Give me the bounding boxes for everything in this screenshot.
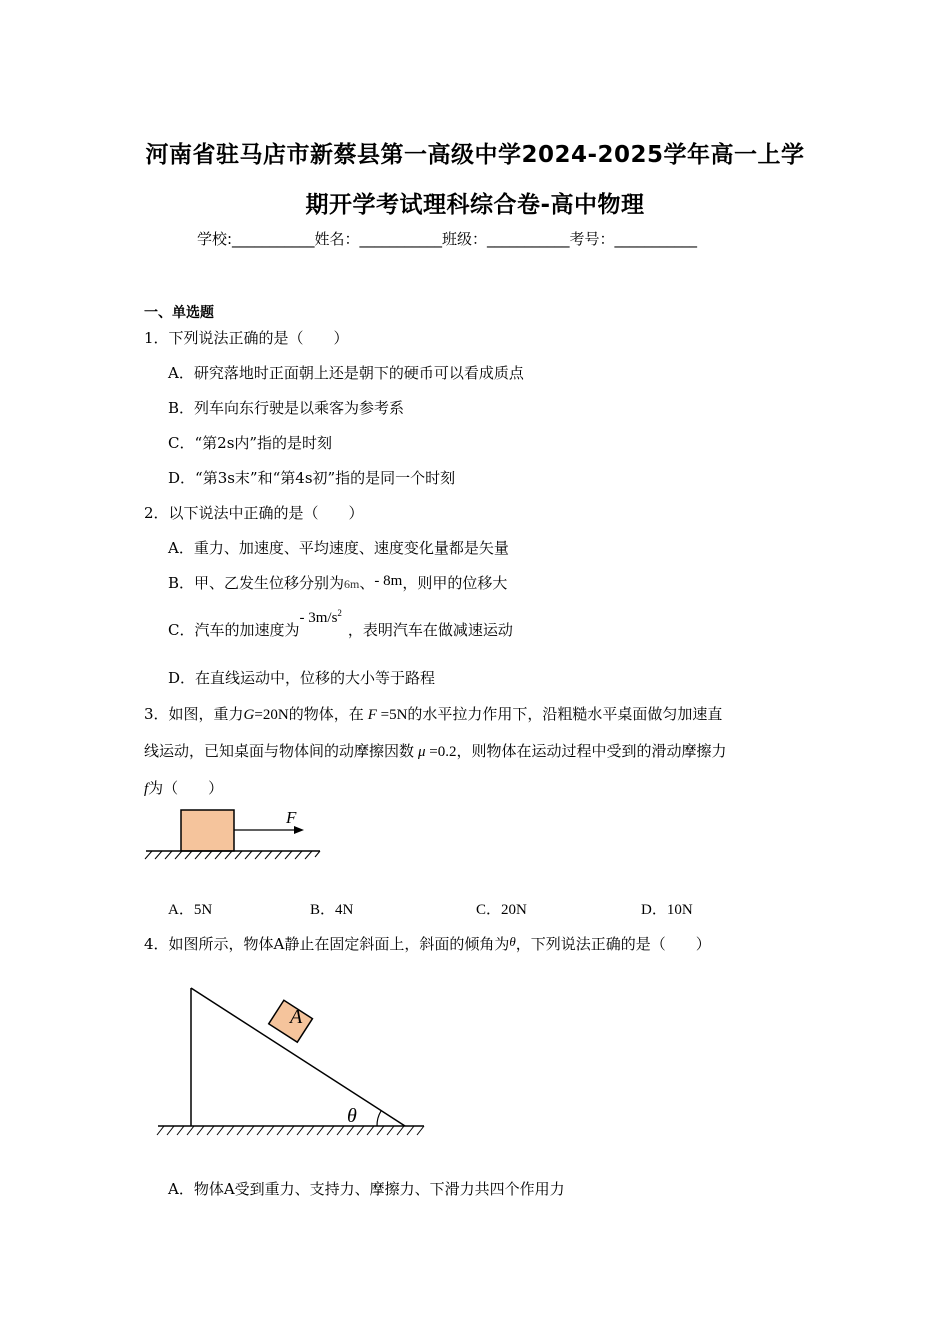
q4-angle-label: θ [347,1105,357,1127]
page-title-line2: 期开学考试理科综合卷-高中物理 [305,192,645,218]
q2-option-b [168,572,507,593]
q2-option-b-tail: ，则甲的位移大 [402,574,508,592]
q3-force-label: F [286,808,297,827]
q1-option-a: A．研究落地时正面朝上还是朝下的硬币可以看成质点 [168,364,524,382]
q3-option-d: D．10N [641,902,693,918]
q2-option-b-value2: - 8m [374,573,403,589]
q2-option-c-number: - 3m/s [299,610,338,626]
q2-option-b-text: B．甲、乙发生位移分别为 [168,574,345,592]
q4-angle-arc [377,1111,381,1126]
q1-option-d: D．“第3s末”和“第4s初”指的是同一个时刻 [168,469,456,487]
q2-option-c-exponent: 2 [337,608,342,618]
q4-stem [144,933,711,954]
q4-stem-text: 4．如图所示，物体A静止在固定斜面上，斜面的倾角为 [144,935,510,953]
q3-option-b: B．4N [310,902,354,918]
q2-option-a: A．重力、加速度、平均速度、速度变化量都是矢量 [168,539,509,557]
section-title: 一、单选题 [144,305,214,321]
q4-ground-hatch [157,1126,424,1135]
q3-option-c: C．20N [476,902,527,918]
q2-option-d: D．在直线运动中，位移的大小等于路程 [168,669,436,687]
q3-symbol-g: G [243,707,255,723]
q3-block [181,810,234,851]
q1-option-c: C．“第2s内”指的是时刻 [168,434,333,452]
q2-option-b-value1: 6m [344,577,360,591]
q3-stem-line3 [144,777,223,798]
q3-force-arrowhead [294,826,304,834]
student-info-line: 学校:___________姓名：___________班级：___________考号：___________ [197,230,698,248]
q3-value-mu: =0.2 [425,744,457,760]
q1-stem: 1．下列说法正确的是（ ） [144,329,349,347]
q3-option-a: A．5N [168,902,213,918]
q3-figure [140,800,330,868]
q3-ground-hatch [145,851,320,859]
q3-stem-line1 [144,703,722,724]
q3-text-l2c: ，则物体在运动过程中受到的滑动摩擦力 [456,742,727,760]
q3-text-a: 3．如图，重力 [144,705,244,723]
q3-text-l3b: 为（ ） [148,779,224,797]
q3-symbol-f: F [367,707,377,723]
q3-stem-line2 [144,740,727,761]
q4-stem-tail: ，下列说法正确的是（ ） [515,935,711,953]
q4-block-label: A [290,1006,303,1028]
q1-option-b: B．列车向东行驶是以乘客为参考系 [168,399,405,417]
q3-text-e: 的水平拉力作用下，沿粗糙水平桌面做匀加速直 [407,705,723,723]
q2-option-b-sep: 、 [359,574,375,592]
q4-symbol-theta: θ [509,934,516,949]
page-title-line1: 河南省驻马店市新蔡县第一高级中学2024-2025学年高一上学 [145,142,805,168]
q3-symbol-friction: f [144,781,149,797]
q2-option-c-text: C．汽车的加速度为 [168,621,300,639]
q2-option-c [168,608,513,640]
q2-stem: 2．以下说法中正确的是（ ） [144,504,364,522]
q4-figure [150,980,440,1142]
q2-option-c-tail: ，表明汽车在做减速运动 [347,621,513,639]
q2-option-c-value [299,610,341,626]
q3-value-f: =5N [376,707,408,723]
q4-option-a: A．物体A受到重力、支持力、摩擦力、下滑力共四个作用力 [168,1180,565,1198]
q3-text-l2a: 线运动，已知桌面与物体间的动摩擦因数 [144,742,415,760]
q3-symbol-mu: μ [418,744,426,760]
q3-value-g: =20N [254,707,289,723]
q3-text-c: 的物体，在 [288,705,364,723]
